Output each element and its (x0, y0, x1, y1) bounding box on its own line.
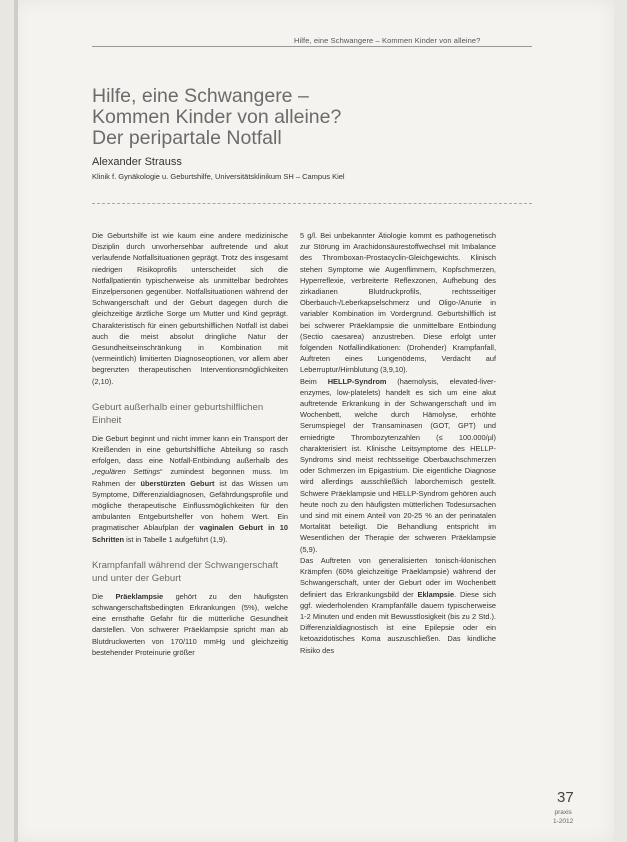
section2-paragraph: Die Präeklampsie gehört zu den häufigsten schwangerschaftsbedingten Erkrankungen (5%), welche eine ernsthafte Gefahr für die mütterliche Gesundheit darstellen. Von schwerer Präeklampsie spricht man ab Blutdruckwerten von 170/110 mmHg und gleichzeitig bestehender Proteinurie größer (92, 591, 288, 657)
section1-paragraph: Die Geburt beginnt und nicht immer kann ein Transport der Kreißenden in eine geburtshilfliche Abteilung so rasch erfolgen, dass eine Notfall-Entbindung außerhalb des „regulären Settings“ zumindest begonnen muss. Im Rahmen der überstürzten Geburt ist das Wissen um Symptome, Differenzialdiagnosen, Gefährdungsprofile und mögliche therapeutische Einflussmöglichkeiten für den ambulanten Entgeburtshelfer von hohem Wert. Ein pragmatischer Ablaufplan der vaginalen Geburt in 10 Schritten ist in Tabelle 1 aufgeführt (1,9). (92, 433, 289, 544)
author-name: Alexander Strauss (92, 156, 182, 168)
journal-name: praxis (554, 809, 572, 816)
title-divider (92, 203, 532, 204)
preeclampsia-paragraph: 5 g/l. Bei unbekannter Ätiologie kommt es pathogenetisch zur Störung im Arachidonsäurestoffwechsel mit Imbalance des Thromboxan-Prostacyclin-Gleichgewichts. Klinisch stehen Symptome wie Augenflimmern, Kopfschmerzen, Hyperreflexie, verbreiterte Reflexzonen, Aufhebung des zirkadianen Blutdruckprofils, rechtsseitiger Oberbauch-/Leberkapselschmerz und Oligo-/Anurie in variabler Kombination im Vordergrund. Geburtshilflich ist bei schwerer Präeklampsie die unmittelbare Entbindung (Sectio caesarea) anzustreben. Diese erfolgt unter folgenden Notfallindikationen: (Drohender) Krampfanfall, Auftreten eines Lungenödems, Verdacht auf Leberruptur/Hirnblutung (3,9,10). (300, 231, 496, 375)
title-line-1: Hilfe, eine Schwangere – (92, 85, 309, 107)
journal-page (14, 0, 614, 842)
left-column (92, 230, 288, 658)
hellp-paragraph: Beim HELLP-Syndrom (haemolysis, elevated-liver-enzymes, low-platelets) handelt es sich um eine akut auftretende Erkrankung in der Schwangerschaft und im Wochenbett, welche durch Hämolyse, erhöhte Serumspiegel der Transaminasen (GOT, GPT) und erniedrigte Thrombozytenzahlen (≤ 100.000/µl) charakterisiert ist. Klinische Leitsymptome des HELLP-Syndroms sind meist rechtsseitige Oberbauchschmerzen oder Schmerzen im Epigastrium. Die eigentliche Diagnose wird allerdings ausschließlich laborchemisch gestellt. Schwere Präeklampsie und HELLP-Syndrom gehören auch heute noch zu den häufigsten mütterlichen Todesursachen und sind mit einem Anteil von 20-25 % an der perinatalen Mortalität beteiligt. Die Behandlung entspricht im Wesentlichen der Therapie der schweren Präeklampsie (5,9). (300, 376, 496, 554)
section-heading-birth-outside: Geburt außerhalb einer geburtshilflichen Einheit (92, 401, 264, 426)
running-head: Hilfe, eine Schwangere – Kommen Kinder von alleine? (294, 36, 481, 45)
title-line-2: Kommen Kinder von alleine? (92, 106, 342, 128)
page-number: 37 (557, 789, 574, 806)
right-column (300, 230, 496, 656)
page-edge (14, 0, 18, 842)
section-heading-seizure: Krampfanfall während der Schwangerschaft und unter der Geburt (92, 559, 279, 584)
author-affiliation: Klinik f. Gynäkologie u. Geburtshilfe, Universitätsklinikum SH – Campus Kiel (92, 172, 345, 181)
header-rule (92, 46, 532, 47)
eclampsia-paragraph: Das Auftreten von generalisierten tonisch-klonischen Krämpfen (60% gleichzeitige Präeklampsie) während der Schwangerschaft, unter der Geburt oder im Wochenbett definiert das Erkrankungsbild der Eklampsie. Diese sich ggf. wiederholenden Krampfanfälle dauern typischerweise 1-2 Minuten und enden mit Bewusstlosigkeit (bis zu 2 Std.). Differenzialdiagnostisch ist eine Epilepsie oder ein ketoazidotisches Koma auszuschließen. Das kindliche Risiko des (300, 555, 496, 655)
journal-issue (553, 808, 573, 826)
article-title (92, 86, 512, 149)
journal-issue-number: 1-2012 (553, 818, 574, 825)
intro-paragraph: Die Geburtshilfe ist wie kaum eine andere medizinische Disziplin durch unvorhersehbar auftretende und akut verlaufende Notfallsituationen geprägt. Trotz des insgesamt niedrigen Risikoprofils unterscheidet sich die Notfallpatientin typischerweise als unmittelbar bedrohtes Einzelpersonen gegenüber. Notfallsituationen während der Schwangerschaft und der Geburt dagegen durch die gleichzeitige ärztliche Sorge um Mutter und Kind geprägt. Charakteristisch für einen geburtshilflichen Notfall ist dabei auch die meist absolut dringliche Natur der Gesundheitseinschränkung in Kombination mit (vermeintlich) limitierten Diagnoseoptionen, vor allem aber begrenzten therapeutischen Interventionsmöglichkeiten (2,10). (92, 231, 288, 386)
title-line-3: Der peripartale Notfall (92, 127, 282, 149)
